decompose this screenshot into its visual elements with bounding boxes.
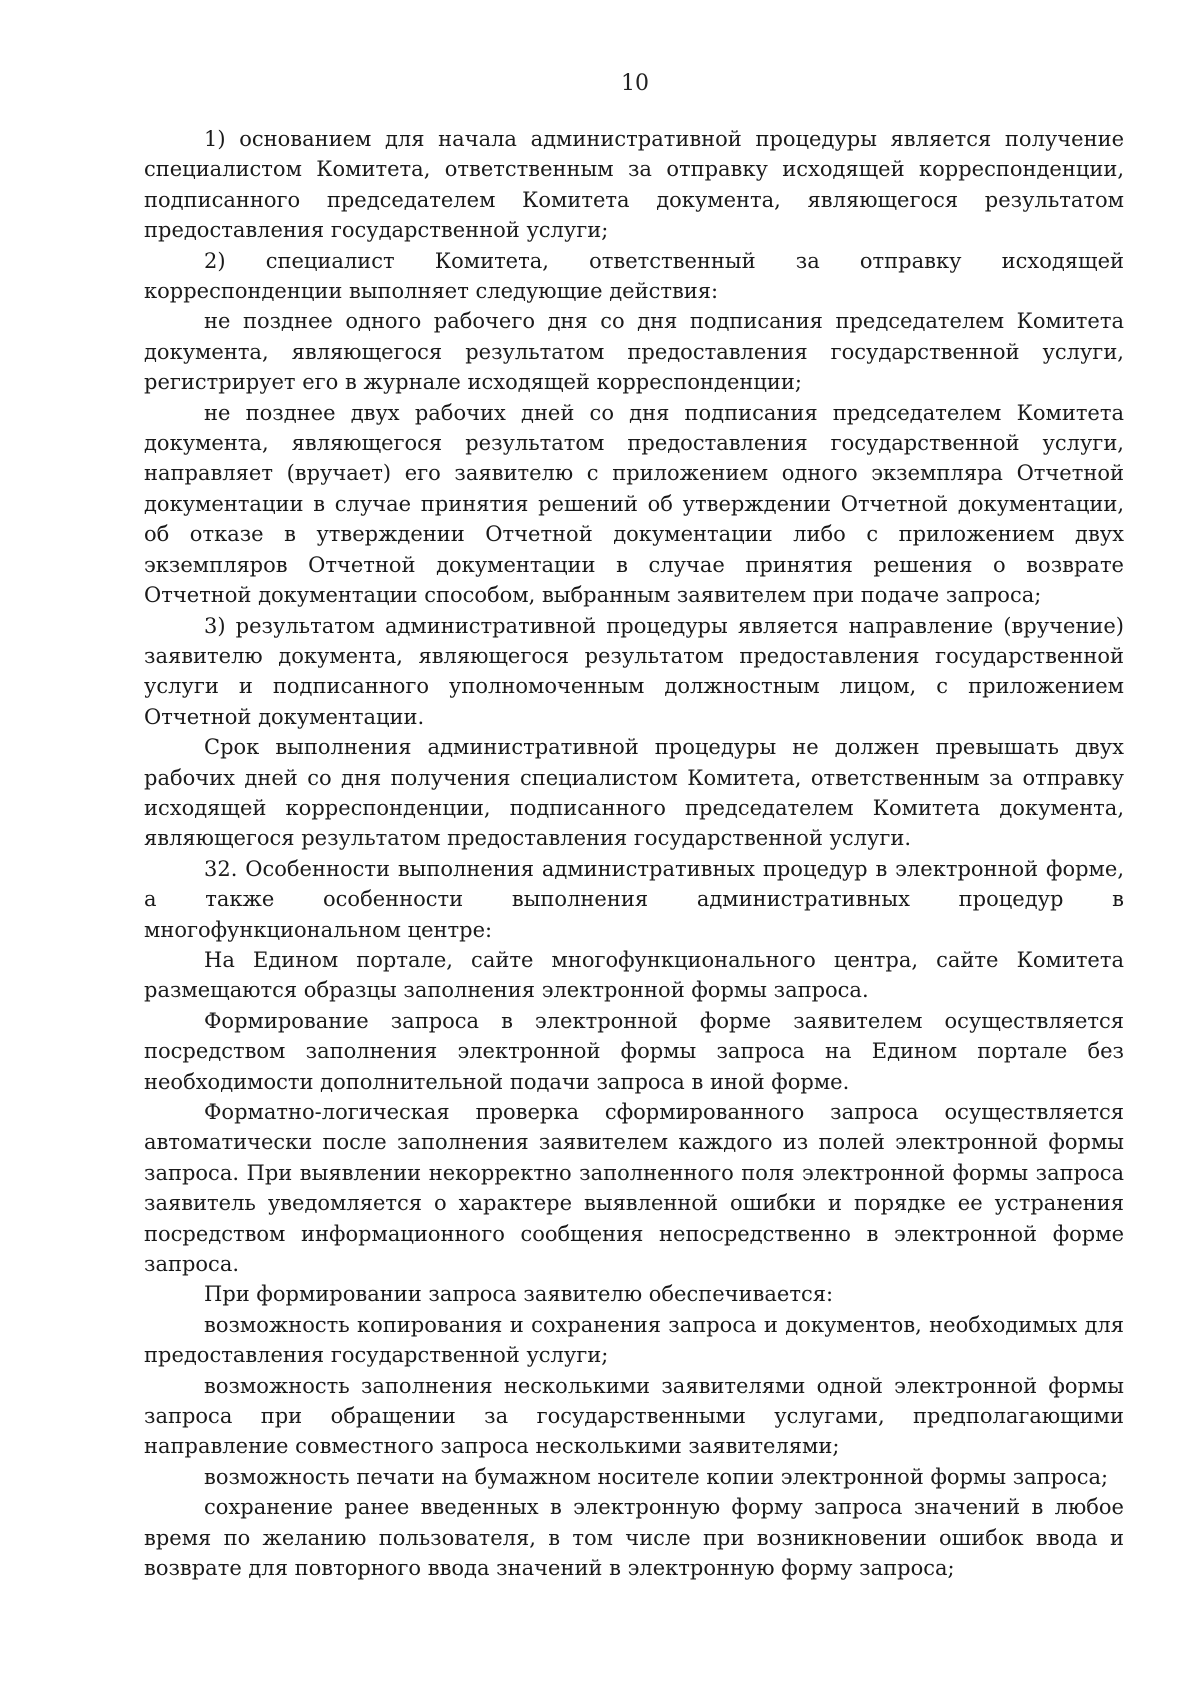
paragraph: 1) основанием для начала административной процедуры является получение специалистом Комитета, ответственным за отправку исходящей корреспонденции, подписанного председателем Комитета документа, являющегося результатом предоставления государственной услуги; [144, 127, 1124, 243]
paragraph: 3) результатом административной процедуры является направление (вручение) заявителю документа, являющегося результатом предоставления государственной услуги и подписанного уполномоченным должностным лицом, с приложением Отчетной документации. [144, 613, 1124, 729]
paragraph: возможность заполнения несколькими заявителями одной электронной формы запроса при обращении за государственными услугами, предполагающими направление совместного запроса несколькими заявителями; [144, 1373, 1124, 1459]
paragraph: 2) специалист Комитета, ответственный за отправку исходящей корреспонденции выполняет следующие действия: [144, 248, 1124, 304]
document-body [144, 124, 1124, 1584]
paragraph: сохранение ранее введенных в электронную форму запроса значений в любое время по желанию пользователя, в том числе при возникновении ошибок ввода и возврате для повторного ввода значений в электронную форму запроса; [144, 1495, 1124, 1581]
paragraph: На Едином портале, сайте многофункционального центра, сайте Комитета размещаются образцы заполнения электронной формы запроса. [144, 947, 1124, 1003]
paragraph: Форматно-логическая проверка сформированного запроса осуществляется автоматически после заполнения заявителем каждого из полей электронной формы запроса. При выявлении некорректно заполненного поля электронной формы запроса заявитель уведомляется о характере выявленной ошибки и порядке ее устранения посредством информационного сообщения непосредственно в электронной форме запроса. [144, 1100, 1124, 1277]
paragraph: не позднее одного рабочего дня со дня подписания председателем Комитета документа, являющегося результатом предоставления государственной услуги, регистрирует его в журнале исходящей корреспонденции; [144, 309, 1124, 395]
paragraph: Срок выполнения административной процедуры не должен превышать двух рабочих дней со дня получения специалистом Комитета, ответственным за отправку исходящей корреспонденции, подписанного председателем Комитета документа, являющегося результатом предоставления государственной услуги. [144, 735, 1124, 851]
paragraph: 32. Особенности выполнения административных процедур в электронной форме, а также особенности выполнения административных процедур в многофункциональном центре: [144, 856, 1124, 942]
paragraph: не позднее двух рабочих дней со дня подписания председателем Комитета документа, являющегося результатом предоставления государственной услуги, направляет (вручает) его заявителю с приложением одного экземпляра Отчетной документации в случае принятия решений об утверждении Отчетной документации, об отказе в утверждении Отчетной документации либо с приложением двух экземпляров Отчетной документации в случае принятия решения о возврате Отчетной документации способом, выбранным заявителем при подаче запроса; [144, 400, 1124, 608]
paragraph: возможность копирования и сохранения запроса и документов, необходимых для предоставления государственной услуги; [144, 1312, 1124, 1368]
page-number: 10 [621, 71, 649, 96]
paragraph: возможность печати на бумажном носителе копии электронной формы запроса; [204, 1464, 1109, 1489]
paragraph: При формировании запроса заявителю обеспечивается: [204, 1282, 834, 1307]
paragraph: Формирование запроса в электронной форме заявителем осуществляется посредством заполнения электронной формы запроса на Едином портале без необходимости дополнительной подачи запроса в иной форме. [144, 1008, 1124, 1094]
